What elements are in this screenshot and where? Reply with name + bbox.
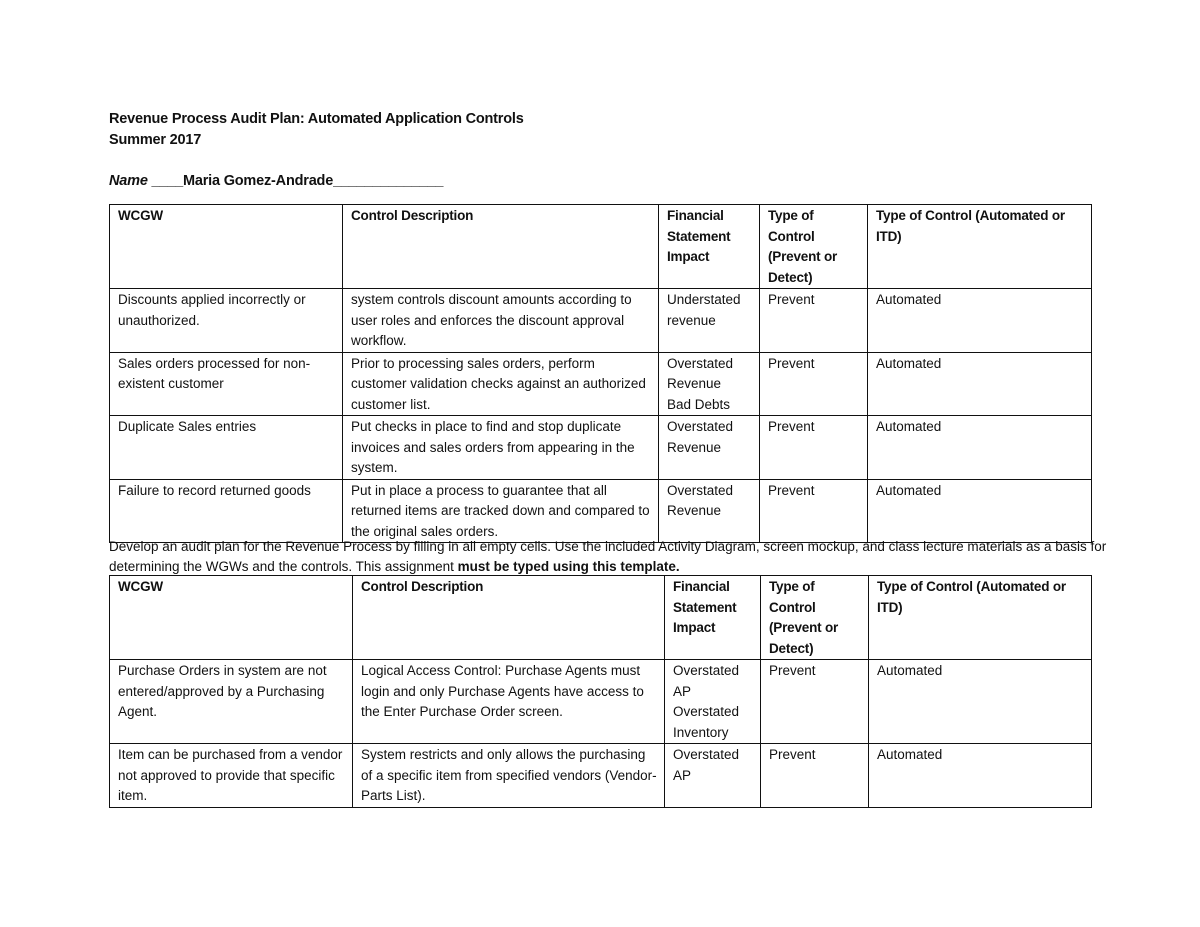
wcgw-cell: Duplicate Sales entries [110,416,343,480]
prevent-detect-cell: Prevent [761,744,869,808]
automated-itd-cell: Automated [868,479,1092,543]
header-financial-statement-impact: Financial Statement Impact [659,205,760,289]
prevent-detect-cell: Prevent [761,660,869,744]
prevent-detect-cell: Prevent [760,416,868,480]
control-description-cell: Put checks in place to find and stop duplicate invoices and sales orders from appearing in the system. [343,416,659,480]
table-row [110,660,1092,744]
header-wcgw: WCGW [110,205,343,289]
automated-itd-cell: Automated [869,744,1092,808]
control-description-cell: Logical Access Control: Purchase Agents must login and only Purchase Agents have access to the Enter Purchase Order screen. [353,660,665,744]
header-wcgw: WCGW [110,576,353,660]
prevent-detect-cell: Prevent [760,352,868,416]
table-header-row [110,576,1092,660]
purchasing-controls-table [109,575,1092,808]
header-type-prevent-detect: Type of Control (Prevent or Detect) [761,576,869,660]
control-description-cell: System restricts and only allows the purchasing of a specific item from specified vendors (Vendor-Parts List). [353,744,665,808]
financial-impact-cell: Overstated AP [665,744,761,808]
wcgw-cell: Discounts applied incorrectly or unauthorized. [110,289,343,353]
prevent-detect-cell: Prevent [760,289,868,353]
control-description-cell: system controls discount amounts according to user roles and enforces the discount approval workflow. [343,289,659,353]
header-type-prevent-detect: Type of Control (Prevent or Detect) [760,205,868,289]
wcgw-cell: Item can be purchased from a vendor not approved to provide that specific item. [110,744,353,808]
automated-itd-cell: Automated [869,660,1092,744]
financial-impact-cell: Overstated Revenue [659,479,760,543]
table-row [110,416,1092,480]
financial-impact-cell: Overstated Revenue Bad Debts [659,352,760,416]
instructions-text: Develop an audit plan for the Revenue Process by filling in all empty cells. Use the included Activity Diagram, screen mockup, and class lecture materials as a basis for determining the WGWs and the controls. This assignment [109,539,1107,574]
header-control-description: Control Description [343,205,659,289]
name-label: Name [109,173,148,189]
automated-itd-cell: Automated [868,352,1092,416]
table-header-row [110,205,1092,289]
prevent-detect-cell: Prevent [760,479,868,543]
student-name-line [109,173,443,189]
financial-impact-cell: Understated revenue [659,289,760,353]
header-control-description: Control Description [353,576,665,660]
financial-impact-cell: Overstated Revenue [659,416,760,480]
table-row [110,289,1092,353]
header-type-automated-itd: Type of Control (Automated or ITD) [869,576,1092,660]
wcgw-cell: Sales orders processed for non-existent customer [110,352,343,416]
revenue-controls-table [109,204,1092,543]
control-description-cell: Put in place a process to guarantee that all returned items are tracked down and compared to the original sales orders. [343,479,659,543]
instructions-paragraph [109,537,1109,577]
document-term: Summer 2017 [109,132,202,148]
document-title: Revenue Process Audit Plan: Automated Application Controls [109,111,524,127]
automated-itd-cell: Automated [868,416,1092,480]
control-description-cell: Prior to processing sales orders, perform customer validation checks against an authorized customer list. [343,352,659,416]
name-value: ____Maria Gomez-Andrade______________ [147,173,444,189]
automated-itd-cell: Automated [868,289,1092,353]
header-financial-statement-impact: Financial Statement Impact [665,576,761,660]
wcgw-cell: Purchase Orders in system are not entered/approved by a Purchasing Agent. [110,660,353,744]
header-type-automated-itd: Type of Control (Automated or ITD) [868,205,1092,289]
table-row [110,352,1092,416]
table-row [110,744,1092,808]
financial-impact-cell: Overstated AP Overstated Inventory [665,660,761,744]
instructions-emphasis: must be typed using this template. [457,559,680,574]
wcgw-cell: Failure to record returned goods [110,479,343,543]
table-row [110,479,1092,543]
